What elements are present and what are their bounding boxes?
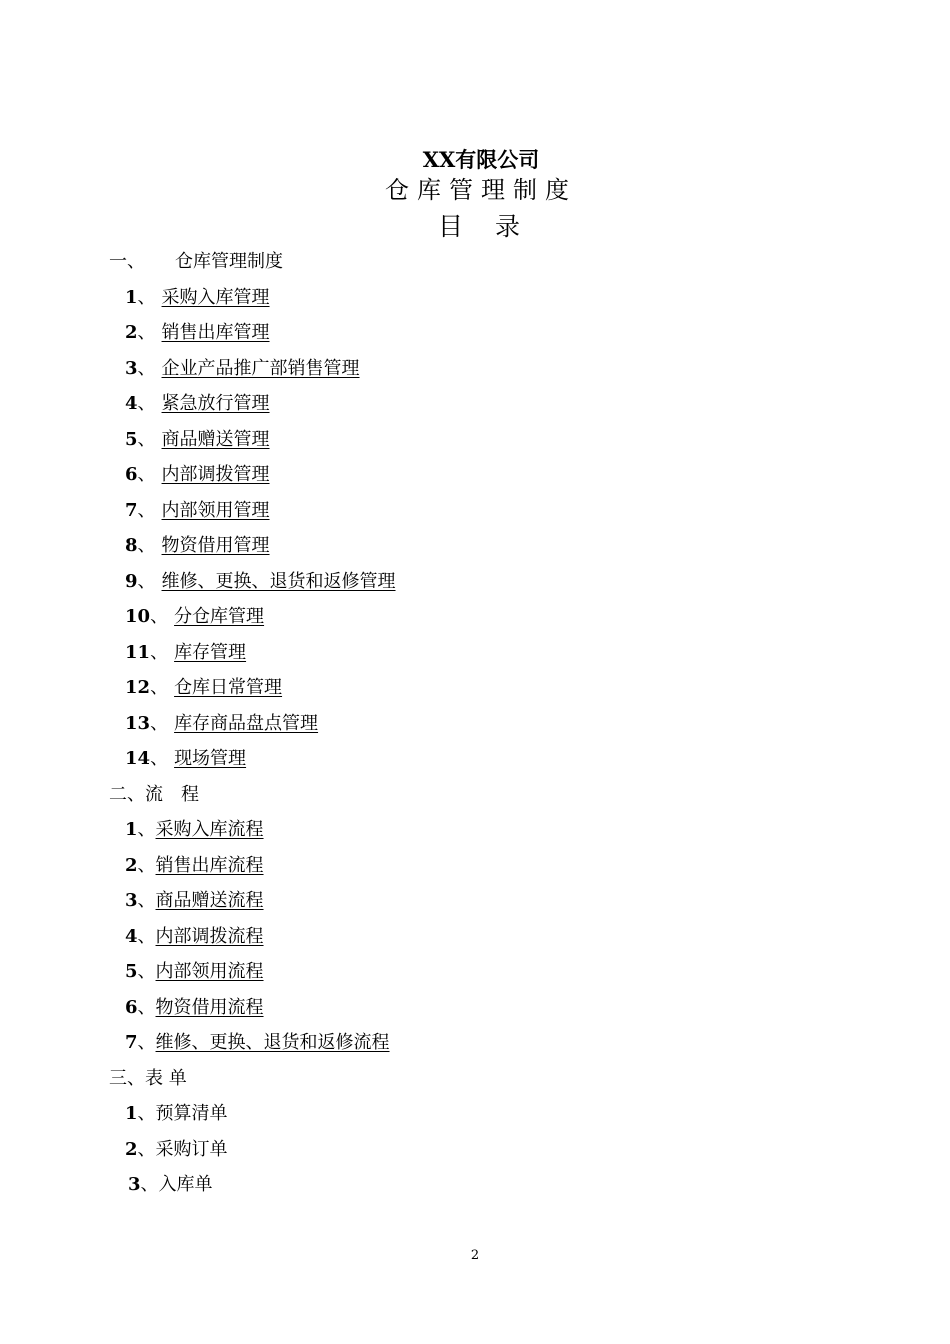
table-of-contents [109,244,869,1203]
toc-entry[interactable] [109,670,869,706]
toc-entry[interactable] [109,635,869,671]
entry-link[interactable]: 销售出库流程 [155,854,264,876]
entry-number: 7 [125,499,138,521]
toc-entry[interactable] [109,741,869,777]
entry-separator: 、 [137,357,156,379]
page-number: 2 [470,1248,480,1263]
entry-text: 入库单 [158,1174,213,1195]
entry-link[interactable]: 仓库日常管理 [174,677,283,698]
section-numeral: 一、 [109,251,145,272]
entry-separator: 、 [137,1103,156,1124]
entry-number: 5 [125,428,138,450]
entry-separator: 、 [137,1032,156,1053]
document-title: 仓库管理制度 [385,176,577,204]
entry-number: 1 [125,1103,138,1124]
entry-number: 12 [125,677,151,698]
entry-number: 3 [128,1174,141,1195]
entry-separator: 、 [137,996,156,1018]
toc-entry[interactable] [109,422,869,458]
entry-number: 14 [125,748,151,769]
entry-separator: 、 [137,1138,156,1160]
toc-entry[interactable] [109,457,869,493]
section-label: 流 程 [145,783,199,805]
entry-link[interactable]: 物资借用管理 [161,535,270,556]
toc-entry[interactable] [109,493,869,529]
title-block [0,146,950,244]
toc-entry[interactable] [109,1132,869,1168]
entry-number: 8 [125,535,138,556]
entry-link[interactable]: 内部调拨管理 [161,464,270,485]
entry-separator: 、 [137,890,156,911]
section-label: 表 单 [145,1067,187,1089]
entry-number: 2 [125,322,138,343]
toc-section-3 [109,1061,869,1097]
entry-separator: 、 [150,677,169,698]
entry-separator: 、 [137,819,156,840]
entry-number: 2 [125,1138,138,1160]
entry-number: 6 [125,464,138,485]
entry-link[interactable]: 库存商品盘点管理 [174,712,319,734]
toc-section-2 [109,777,869,813]
entry-separator: 、 [137,570,156,592]
entry-link[interactable]: 内部领用流程 [155,961,264,982]
toc-entry[interactable] [109,812,869,848]
entry-separator: 、 [137,961,156,982]
toc-entry[interactable] [109,954,869,990]
entry-number: 3 [125,890,138,911]
toc-entry[interactable] [109,386,869,422]
entry-separator: 、 [150,748,169,769]
entry-separator: 、 [150,641,169,663]
entry-number: 1 [125,286,138,308]
entry-link[interactable]: 商品赠送管理 [161,428,270,450]
toc-heading: 目录 [437,212,552,241]
toc-entry[interactable] [109,1167,869,1203]
entry-separator: 、 [137,464,156,485]
toc-entry[interactable] [109,280,869,316]
entry-separator: 、 [137,322,156,343]
section-label: 仓库管理制度 [175,251,283,272]
section-numeral: 二、 [109,783,145,805]
entry-number: 11 [125,641,151,663]
entry-link[interactable]: 企业产品推广部销售管理 [161,357,360,379]
entry-separator: 、 [140,1174,159,1195]
entry-link[interactable]: 现场管理 [174,748,247,769]
entry-link[interactable]: 物资借用流程 [155,996,264,1018]
toc-entry[interactable] [109,919,869,955]
toc-entry[interactable] [109,848,869,884]
entry-link[interactable]: 库存管理 [174,641,247,663]
entry-link[interactable]: 销售出库管理 [161,322,270,343]
entry-link[interactable]: 采购入库流程 [155,819,264,840]
toc-entry[interactable] [109,599,869,635]
entry-text: 预算清单 [155,1103,228,1124]
entry-number: 9 [125,570,138,592]
entry-separator: 、 [150,712,169,734]
entry-number: 13 [125,712,151,734]
company-name: XX有限公司 [422,147,540,172]
toc-entry[interactable] [109,706,869,742]
entry-number: 7 [125,1032,138,1053]
entry-link[interactable]: 分仓库管理 [174,606,265,627]
toc-entry[interactable] [109,1025,869,1061]
entry-number: 2 [125,854,138,876]
entry-number: 4 [125,393,138,414]
entry-separator: 、 [137,499,156,521]
toc-entry[interactable] [109,990,869,1026]
section-numeral: 三、 [109,1067,145,1089]
entry-number: 3 [125,357,138,379]
toc-entry[interactable] [109,528,869,564]
toc-entry[interactable] [109,351,869,387]
entry-number: 5 [125,961,138,982]
toc-entry[interactable] [109,315,869,351]
entry-link[interactable]: 维修、更换、退货和返修流程 [155,1032,390,1053]
toc-entry[interactable] [109,883,869,919]
entry-number: 6 [125,996,138,1018]
entry-separator: 、 [137,925,156,947]
entry-separator: 、 [137,286,156,308]
entry-separator: 、 [137,535,156,556]
entry-link[interactable]: 内部领用管理 [161,499,270,521]
entry-separator: 、 [137,428,156,450]
entry-separator: 、 [137,393,156,414]
entry-number: 1 [125,819,138,840]
entry-number: 4 [125,925,138,947]
toc-entry[interactable] [109,1096,869,1132]
entry-link[interactable]: 采购入库管理 [161,286,270,308]
entry-link[interactable]: 维修、更换、退货和返修管理 [161,570,396,592]
toc-section-1 [109,244,869,280]
entry-number: 10 [125,606,151,627]
toc-entry[interactable] [109,564,869,600]
entry-link[interactable]: 内部调拨流程 [155,925,264,947]
entry-separator: 、 [150,606,169,627]
entry-text: 采购订单 [155,1138,228,1160]
entry-link[interactable]: 紧急放行管理 [161,393,270,414]
entry-separator: 、 [137,854,156,876]
entry-link[interactable]: 商品赠送流程 [155,890,264,911]
